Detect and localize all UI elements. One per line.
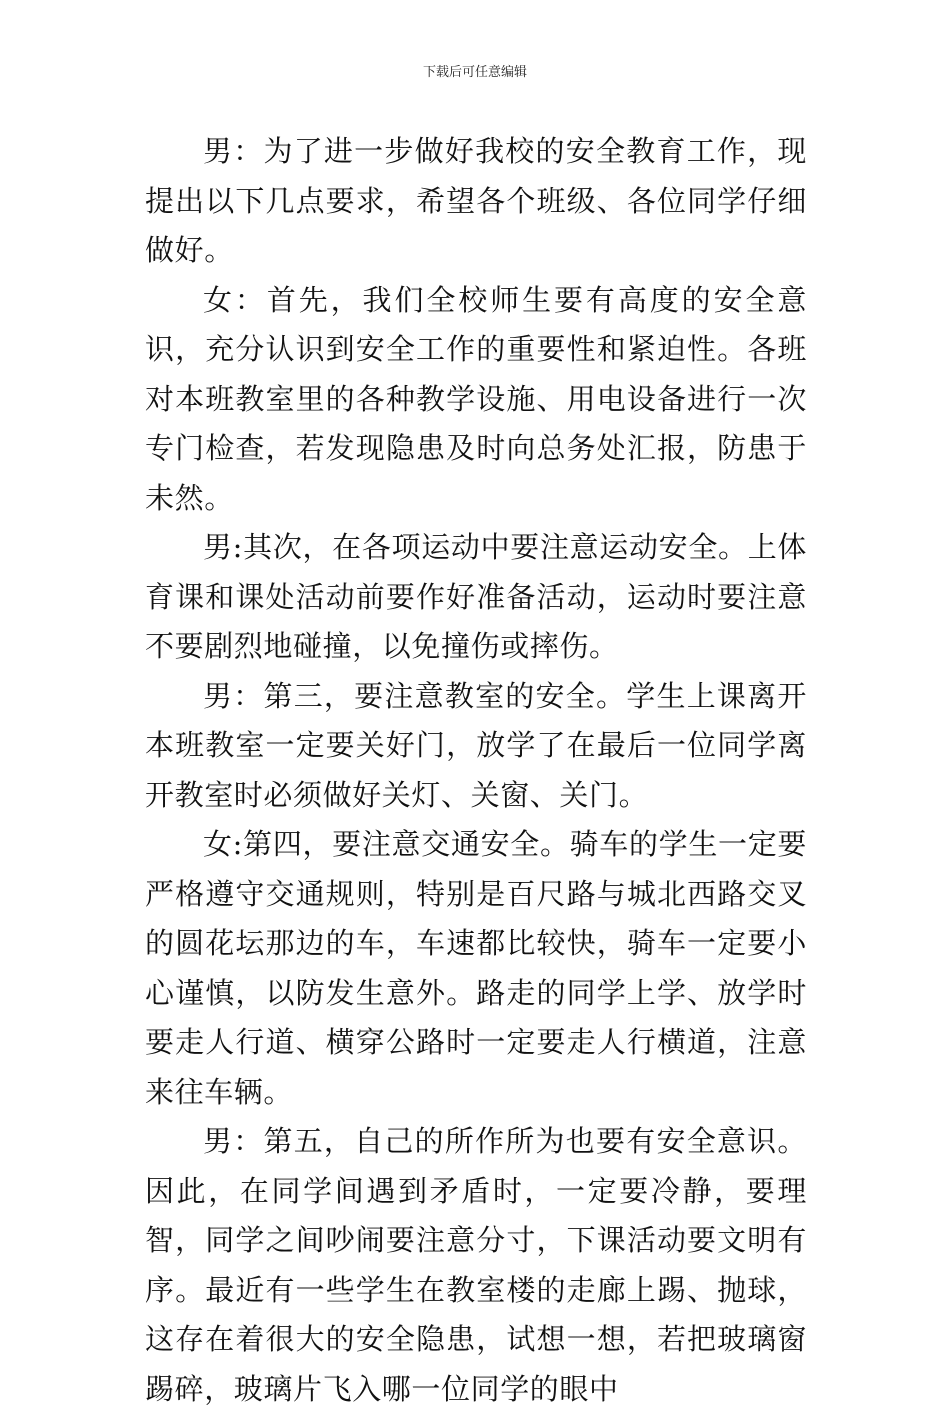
paragraph-1: 男：为了进一步做好我校的安全教育工作，现提出以下几点要求，希望各个班级、各位同学仔细做好。 [145, 134, 807, 267]
paragraph-5: 女:第四，要注意交通安全。骑车的学生一定要严格遵守交通规则，特别是百尺路与城北西路交叉的圆花坛那边的车，车速都比较快，骑车一定要小心谨慎，以防发生意外。路走的同学上学、放学时要走人行道、横穿公路时一定要走人行横道，注意来往车辆。 [145, 827, 807, 1109]
paragraph-3: 男:其次，在各项运动中要注意运动安全。上体育课和课处活动前要作好准备活动，运动时要注意不要剧烈地碰撞，以免撞伤或摔伤。 [145, 530, 807, 663]
page-header-note: 下载后可任意编辑 [422, 65, 527, 80]
paragraph-2: 女：首先，我们全校师生要有高度的安全意识，充分认识到安全工作的重要性和紧迫性。各班对本班教室里的各种教学设施、用电设备进行一次专门检查，若发现隐患及时向总务处汇报，防患于未然。 [145, 282, 807, 515]
paragraph-4: 男：第三，要注意教室的安全。学生上课离开本班教室一定要关好门，放学了在最后一位同学离开教室时必须做好关灯、关窗、关门。 [145, 678, 807, 812]
paragraph-6: 男：第五，自己的所作所为也要有安全意识。因此，在同学间遇到矛盾时，一定要冷静，要理智，同学之间吵闹要注意分寸，下课活动要文明有序。最近有一些学生在教室楼的走廊上踢、抛球，这存在着很大的安全隐患，试想一想，若把玻璃窗踢碎，玻璃片飞入哪一位同学的眼中 [145, 1124, 807, 1406]
document-body [145, 127, 807, 1414]
